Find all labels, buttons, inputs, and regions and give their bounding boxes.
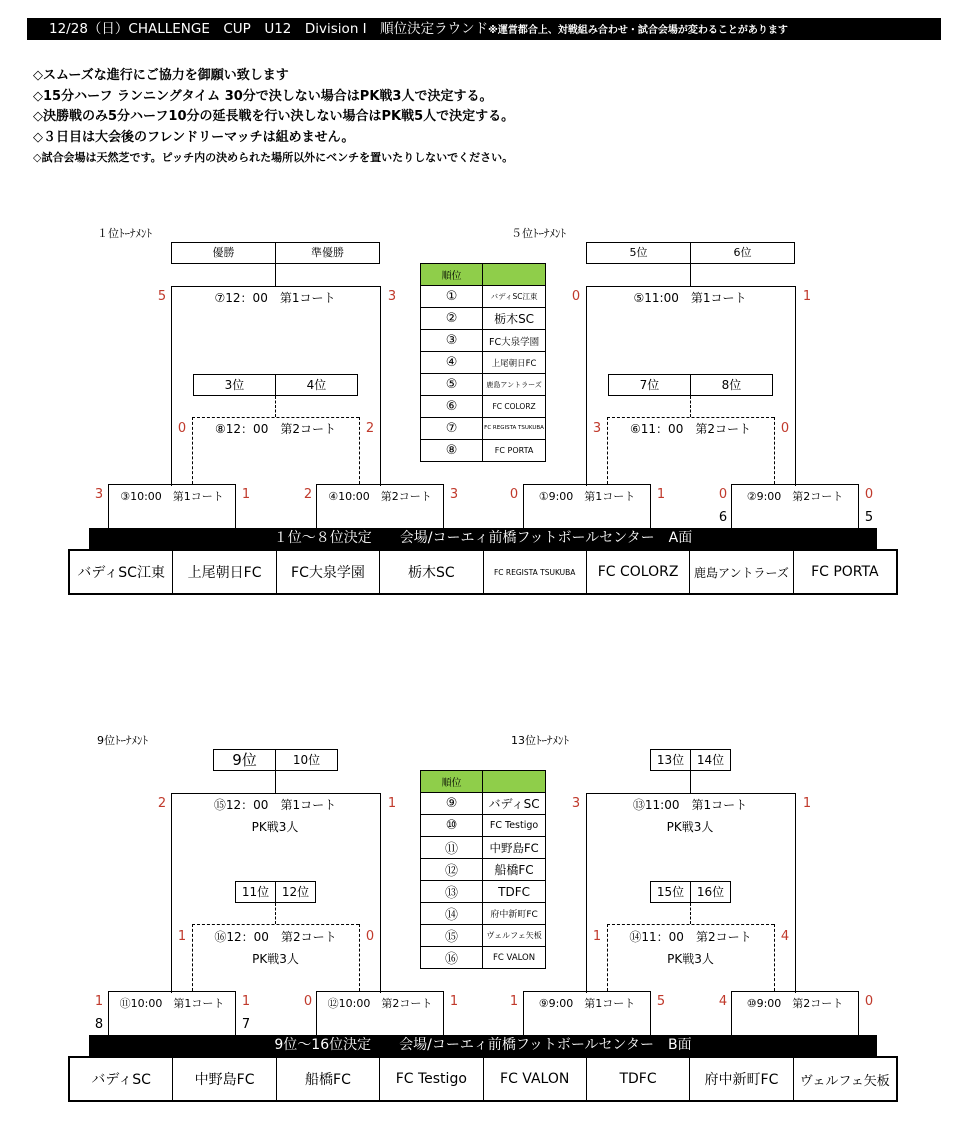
rank-pos: ⑭	[421, 903, 483, 925]
rank-team: FC REGISTA TSUKUBA	[483, 418, 546, 440]
team-cell: 船橋FC	[277, 1058, 380, 1100]
pk-score: 5	[864, 510, 874, 525]
team-cell: FC PORTA	[811, 564, 879, 580]
score: 1	[592, 929, 602, 944]
match-sub: PK戦3人	[251, 820, 299, 834]
page-header	[27, 18, 941, 40]
rank-team: バディSC	[483, 793, 546, 815]
rank-box: 15位	[650, 881, 691, 903]
team-cell: ヴェルフェ矢板	[799, 1073, 890, 1089]
score: 0	[780, 421, 790, 436]
rank-pos: ④	[421, 352, 483, 374]
rank-pos: ⑦	[421, 418, 483, 440]
rank-box: 優勝	[171, 242, 276, 264]
note-line: ◇スムーズな進行にご協力を御願い致します	[33, 68, 289, 83]
bracket-title: 13位ﾄｰﾅﾒﾝﾄ	[511, 734, 569, 747]
match-label: ⑩9:00 第2コート	[746, 997, 844, 1010]
match-label: ⑦12：00 第1コート	[214, 291, 336, 305]
venue-bar: １位～８位決定 会場/コーエィ前橋フットボールセンター A面	[89, 528, 877, 549]
rank-team: ヴェルフェ矢板	[483, 925, 546, 947]
venue-bar: 9位～16位決定 会場/コーエィ前橋フットボールセンター B面	[89, 1035, 877, 1056]
match-label: ⑪10:00 第1コート	[119, 997, 225, 1010]
rank-box: 12位	[275, 881, 316, 903]
rank-team: TDFC	[483, 881, 546, 903]
rank-box: 6位	[690, 242, 795, 264]
rank-box: 5位	[586, 242, 691, 264]
score: 1	[449, 994, 459, 1009]
match-sub: PK戦3人	[252, 952, 299, 966]
rank-pos: ⑬	[421, 881, 483, 903]
rank-box: 16位	[690, 881, 731, 903]
score: 0	[718, 487, 728, 502]
rank-team: FC PORTA	[483, 440, 546, 462]
rank-pos: ⑫	[421, 859, 483, 881]
match-label: ⑮12：00 第1コート	[213, 798, 337, 812]
team-cell: FC REGISTA TSUKUBA	[484, 551, 587, 593]
note-line: ◇決勝戦のみ5分ハーフ10分の延長戦を行い決しない場合はPK戦5人で決定する。	[33, 109, 515, 124]
rank-pos: ⑩	[421, 815, 483, 837]
score: 3	[387, 289, 397, 304]
note-line: ◇15分ハーフ ランニングタイム 30分で決しない場合はPK戦3人で決定する。	[33, 88, 493, 104]
match-label: ⑫10:00 第2コート	[327, 997, 433, 1010]
score: 1	[387, 796, 397, 811]
score: 3	[571, 796, 581, 811]
bracket-title: ５位ﾄｰﾅﾒﾝﾄ	[511, 227, 566, 240]
match-label: ②9:00 第2コート	[746, 490, 844, 503]
rank-header: 順位	[421, 771, 483, 793]
score: 0	[303, 994, 313, 1009]
rank-team: FC大泉学園	[483, 330, 546, 352]
rank-box: 8位	[690, 374, 773, 396]
score: 2	[157, 796, 167, 811]
rank-pos: ⑨	[421, 793, 483, 815]
team-cell: バディSC江東	[70, 551, 173, 593]
score: 0	[571, 289, 581, 304]
rank-team: 上尾朝日FC	[483, 352, 546, 374]
team-cell: バディSC	[70, 1058, 173, 1100]
bracket-title: 9位ﾄｰﾅﾒﾝﾄ	[97, 734, 148, 747]
match-sub: PK戦3人	[666, 820, 714, 834]
score: 1	[509, 994, 519, 1009]
team-cell: 栃木SC	[380, 551, 483, 593]
rank-box: 9位	[213, 749, 276, 771]
rank-pos: ⑧	[421, 440, 483, 462]
rank-team: バディSC江東	[483, 286, 546, 308]
match-label: ⑨9:00 第1コート	[538, 997, 636, 1010]
score: 1	[177, 929, 187, 944]
rank-pos: ⑥	[421, 396, 483, 418]
team-cell: FC Testigo	[380, 1058, 483, 1100]
score: 1	[802, 796, 812, 811]
score: 4	[780, 929, 790, 944]
rank-box: 13位	[650, 749, 691, 771]
score: 4	[718, 994, 728, 1009]
match-label: ③10:00 第1コート	[120, 490, 224, 503]
score: 5	[656, 994, 666, 1009]
rank-box: 4位	[275, 374, 358, 396]
rank-team: 船橋FC	[483, 859, 546, 881]
match-label: ④10:00 第2コート	[328, 490, 432, 503]
pk-score: 7	[241, 1017, 251, 1032]
header-title: 12/28（日）CHALLENGE CUP U12 Division Ⅰ 順位決定ラウンド	[49, 21, 489, 37]
score: 3	[449, 487, 459, 502]
rank-box: 準優勝	[275, 242, 380, 264]
header-note: ※運営都合上、対戦組み合わせ・試合会場が変わることがあります	[488, 25, 788, 36]
rank-team: 府中新町FC	[483, 903, 546, 925]
note-line: ◇試合会場は天然芝です。ピッチ内の決められた場所以外にベンチを置いたりしないでください。	[33, 151, 514, 164]
match-label: ⑭11：00 第2コート	[629, 930, 752, 944]
match-label: ①9:00 第1コート	[538, 490, 636, 503]
score: 1	[241, 994, 251, 1009]
rank-team: 中野島FC	[483, 837, 546, 859]
team-row	[68, 1056, 898, 1102]
rank-table	[420, 770, 546, 969]
rank-box: 11位	[235, 881, 276, 903]
score: 1	[241, 487, 251, 502]
rank-pos: ⑯	[421, 947, 483, 969]
rank-box: 14位	[690, 749, 731, 771]
team-cell: FC VALON	[484, 1058, 587, 1100]
rank-box: 10位	[275, 749, 338, 771]
score: 5	[157, 289, 167, 304]
score: 0	[365, 929, 375, 944]
team-cell: 中野島FC	[173, 1058, 276, 1100]
score: 1	[802, 289, 812, 304]
note-line: ◇３日目は大会後のフレンドリーマッチは組めません。	[33, 129, 355, 145]
team-cell: 府中新町FC	[690, 1058, 793, 1100]
rank-box: 3位	[193, 374, 276, 396]
pk-score: 6	[718, 510, 728, 525]
rank-team: FC VALON	[483, 947, 546, 969]
match-label: ⑧12：00 第2コート	[215, 422, 336, 436]
team-cell: FC COLORZ	[587, 551, 690, 593]
rank-pos: ①	[421, 286, 483, 308]
team-cell: 上尾朝日FC	[173, 551, 276, 593]
rank-pos: ⑪	[421, 837, 483, 859]
match-label: ⑬11:00 第1コート	[632, 798, 748, 812]
score: 1	[94, 994, 104, 1009]
match-label: ⑤11:00 第1コート	[633, 291, 747, 305]
rank-team: FC Testigo	[483, 815, 546, 837]
score: 2	[365, 421, 375, 436]
score: 0	[864, 994, 874, 1009]
rank-pos: ②	[421, 308, 483, 330]
team-cell: FC大泉学園	[277, 551, 380, 593]
team-cell: 鹿島アントラーズ	[690, 551, 793, 593]
match-label: ⑥11：00 第2コート	[630, 422, 751, 436]
bracket-title: １位ﾄｰﾅﾒﾝﾄ	[97, 227, 152, 240]
match-sub: PK戦3人	[667, 952, 714, 966]
team-row	[68, 549, 898, 595]
score: 3	[94, 487, 104, 502]
rank-team: 栃木SC	[483, 308, 546, 330]
score: 0	[864, 487, 874, 502]
score: 2	[303, 487, 313, 502]
score: 1	[656, 487, 666, 502]
score: 0	[509, 487, 519, 502]
score: 3	[592, 421, 602, 436]
pk-score: 8	[94, 1017, 104, 1032]
rank-table	[420, 263, 546, 462]
rank-team: FC COLORZ	[483, 396, 546, 418]
team-cell: TDFC	[587, 1058, 690, 1100]
rank-box: 7位	[608, 374, 691, 396]
match-label: ⑯12：00 第2コート	[214, 930, 337, 944]
rank-pos: ⑮	[421, 925, 483, 947]
rank-header: 順位	[421, 264, 483, 286]
score: 0	[177, 421, 187, 436]
notes-list	[33, 66, 514, 169]
rank-team: 鹿島アントラーズ	[483, 374, 546, 396]
rank-pos: ⑤	[421, 374, 483, 396]
rank-pos: ③	[421, 330, 483, 352]
